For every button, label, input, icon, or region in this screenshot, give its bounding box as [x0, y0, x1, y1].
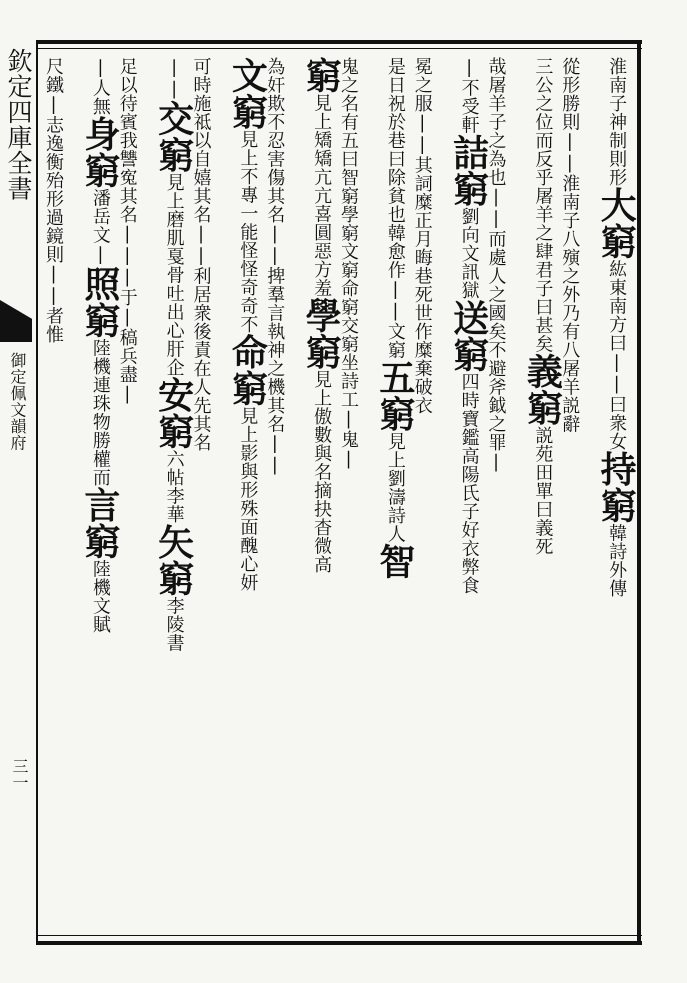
- annotation-text: 陸機文賦: [89, 559, 111, 634]
- annotation-text: 紘東南方曰||曰衆女: [606, 259, 628, 451]
- annotation-text: 從形勝則||: [559, 57, 581, 174]
- text-column: [154, 57, 194, 652]
- headword: 五窮: [373, 359, 416, 432]
- section-title: 御定佩文韻府: [8, 352, 27, 451]
- text-column: [43, 57, 63, 344]
- annotation-text: 利居衆後責在人先其名: [190, 266, 212, 452]
- annotation-text: 者惟: [43, 306, 64, 344]
- annotation-text: 屠羊説辭: [559, 359, 581, 433]
- headword: 命窮: [226, 333, 269, 407]
- headword: 詰窮: [447, 134, 490, 207]
- annotation-text: 韓詩外傳: [606, 523, 628, 598]
- annotation-text: 見上不專一能怪怪奇奇不: [237, 130, 259, 334]
- annotation-text: 劉向文訊獄: [458, 207, 480, 300]
- text-column: [449, 57, 489, 595]
- annotation-text: 不避斧鉞之罪|: [485, 340, 507, 473]
- annotation-text: 為奸欺不忍害傷其名||: [264, 57, 286, 267]
- text-column: [596, 57, 636, 598]
- annotation-text: 足以待賓我讐寃其名||: [116, 57, 138, 267]
- right-border: [637, 40, 641, 945]
- annotation-text: |于|稿: [116, 266, 138, 347]
- annotation-text: 坐詩工|鬼|: [338, 353, 359, 470]
- headword: 交窮: [152, 100, 195, 173]
- annotation-text: 尺鐵: [43, 57, 64, 94]
- annotation-text: 見上影與形殊面醜心妍: [237, 406, 259, 592]
- annotation-text: 六帖李華: [163, 449, 185, 524]
- annotation-text: 鬼之名有五曰智窮學窮文窮命窮交窮: [338, 57, 359, 353]
- annotation-text: |人無: [89, 57, 111, 116]
- annotation-text: |志逸: [43, 94, 64, 153]
- text-column: [522, 57, 562, 556]
- annotation-text: 是日祝於巷曰除貧也韓愈作||文窮: [384, 57, 406, 359]
- headword: 安窮: [152, 376, 195, 450]
- annotation-text: 捭羣言執神之機其名||: [264, 266, 286, 476]
- annotation-text: 衡殆形過鏡則||: [43, 152, 64, 307]
- headword: 照窮: [78, 265, 121, 339]
- headword: 窮: [300, 57, 343, 94]
- book-title: 欽定四庫全書: [4, 48, 33, 201]
- top-border: [36, 40, 642, 44]
- headword: 學窮: [300, 297, 343, 370]
- annotation-text: 糜正月晦巷死世作糜棄破衣: [411, 192, 433, 415]
- text-column: [301, 57, 341, 574]
- headword: 矢窮: [152, 523, 195, 597]
- annotation-text: 見上劉濤詩人: [384, 432, 406, 543]
- headword: 大窮: [595, 186, 638, 260]
- headword: 言窮: [78, 486, 121, 560]
- annotation-text: ||其詞: [411, 112, 433, 193]
- fishtail-mark: [0, 300, 32, 342]
- annotation-text: 可時施祗以自嬉其名||: [190, 57, 212, 267]
- bottom-border: [36, 941, 642, 945]
- annotation-text: 淮南子八殥之外乃有八: [559, 174, 581, 359]
- annotation-text: 冕之服: [411, 57, 433, 113]
- text-column: [227, 57, 267, 592]
- annotation-text: 見上傲數與名摘抉杳微高: [311, 370, 333, 574]
- annotation-text: 淮南子神制則形: [606, 57, 628, 187]
- headword: 文窮: [226, 57, 269, 130]
- headword: 送窮: [447, 299, 490, 373]
- headword: 智: [373, 543, 416, 580]
- annotation-text: 説苑田單曰義死: [532, 426, 554, 556]
- headword: 持窮: [595, 450, 638, 524]
- margin-rule: [36, 40, 38, 945]
- annotation-text: 哉屠羊子之為也||而處人之國矣: [485, 57, 507, 341]
- annotation-text: 見上矯矯亢亢喜圓惡方羞: [311, 93, 333, 297]
- annotation-text: ||: [163, 57, 185, 100]
- annotation-text: 兵盡|: [116, 346, 138, 405]
- annotation-text: 陸機連珠物勝權而: [89, 338, 111, 487]
- top-border-thin: [36, 48, 642, 49]
- annotation-text: 見上磨肌戛骨吐出心肝企: [163, 173, 185, 377]
- annotation-text: 四時寶鑑高陽氏子好衣弊食: [458, 372, 480, 595]
- annotation-text: 潘岳文|: [89, 188, 111, 266]
- bottom-border-thin: [36, 935, 642, 936]
- annotation-text: 三公之位而反乎屠羊之肆君子曰甚矣: [532, 57, 554, 353]
- page-number: 三一: [10, 758, 29, 791]
- text-column: [80, 57, 120, 634]
- annotation-text: |不受軒: [458, 57, 480, 134]
- headword: 義窮: [521, 353, 564, 426]
- headword: 身窮: [78, 115, 121, 189]
- annotation-text: 李陵書: [163, 596, 185, 652]
- text-column: [375, 57, 415, 580]
